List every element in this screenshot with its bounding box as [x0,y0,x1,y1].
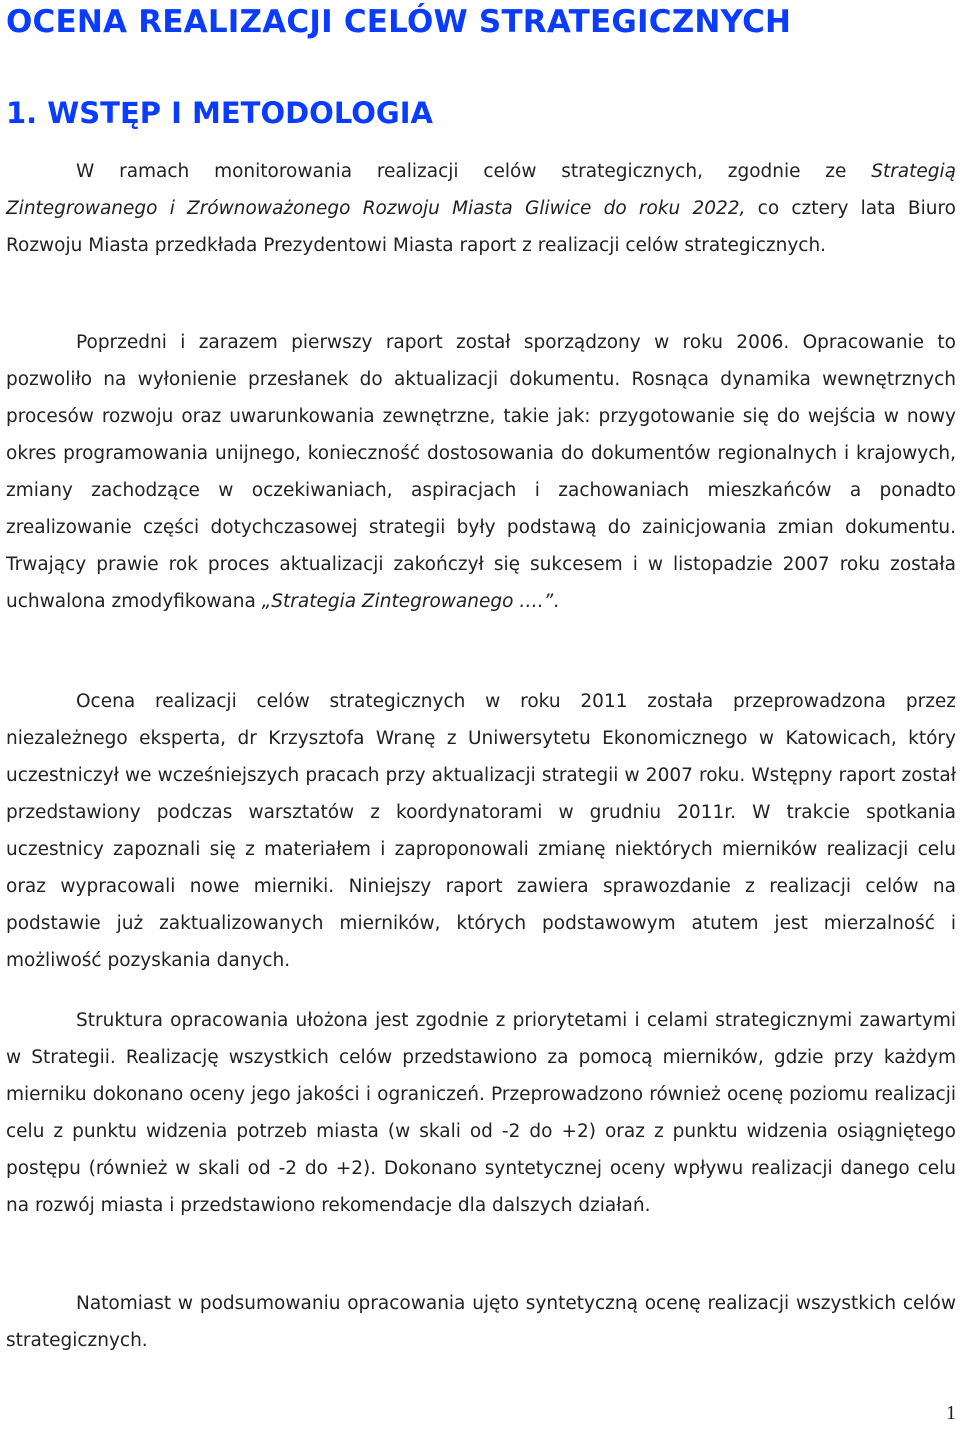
paragraph-evaluation-2011: Ocena realizacji celów strategicznych w roku 2011 została przeprowadzona przez niezależnego eksperta, dr Krzysztofa Wranę z Uniwersytetu Ekonomicznego w Katowicach, który uczestniczył we wcześniejszych pracach przy aktualizacji strategii w 2007 roku. Wstępny raport został przedstawiony podczas warsztatów z koordynatorami w grudniu 2011r. W trakcie spotkania uczestnicy zapoznali się z materiałem i zaproponowali zmianę niektórych mierników realizacji celu oraz wypracowali nowe mierniki. Niniejszy raport zawiera sprawozdanie z realizacji celów na podstawie już zaktualizowanych mierników, których podstawowym atutem jest mierzalność i możliwość pozyskania danych. [6,691,956,971]
paragraph-text: . [553,591,560,612]
section-title: 1. WSTĘP I METODOLOGIA [6,96,433,130]
paragraph-text: W ramach monitorowania realizacji celów strategicznych, zgodnie ze [76,161,872,182]
page-number: 1 [946,1402,956,1424]
strategy-short-name: „Strategia Zintegrowanego ….” [261,591,554,612]
document-page [6,0,956,1429]
paragraph-summary: Natomiast w podsumowaniu opracowania ujęto syntetyczną ocenę realizacji wszystkich celów strategicznych. [6,1293,956,1351]
paragraph-monitoring [6,153,956,264]
document-title: OCENA REALIZACJI CELÓW STRATEGICZNYCH [6,4,792,40]
paragraph-text: Poprzedni i zarazem pierwszy raport został sporządzony w roku 2006. Opracowanie to pozwoliło na wyłonienie przesłanek do aktualizacji dokumentu. Rosnąca dynamika wewnętrznych procesów rozwoju oraz uwarunkowania zewnętrzne, takie jak: przygotowanie się do wejścia w nowy okres programowania unijnego, konieczność dostosowania do dokumentów regionalnych i krajowych, zmiany zachodzące w oczekiwaniach, aspiracjach i zachowaniach mieszkańców a ponadto zrealizowanie części dotychczasowej strategii były podstawą do zainicjowania zmian dokumentu. Trwający prawie rok proces aktualizacji zakończył się sukcesem i w listopadzie 2007 roku została uchwalona zmodyfikowana [6,332,956,612]
paragraph-structure: Struktura opracowania ułożona jest zgodnie z priorytetami i celami strategicznymi zawartymi w Strategii. Realizację wszystkich celów przedstawiono za pomocą mierników, gdzie przy każdym mierniku dokonano oceny jego jakości i ograniczeń. Przeprowadzono również ocenę poziomu realizacji celu z punktu widzenia potrzeb miasta (w skali od -2 do +2) oraz z punktu widzenia osiągniętego postępu (również w skali od -2 do +2). Dokonano syntetycznej oceny wpływu realizacji danego celu na rozwój miasta i przedstawiono rekomendacje dla dalszych działań. [6,1010,956,1216]
strategy-name: Strategią Zintegrowanego i Zrównoważonego Rozwoju Miasta Gliwice do roku 2022, [6,161,956,219]
paragraph-previous-report [6,324,956,620]
paragraph-text: co cztery lata Biuro Rozwoju Miasta przedkłada Prezydentowi Miasta raport z realizacji celów strategicznych. [6,198,956,256]
